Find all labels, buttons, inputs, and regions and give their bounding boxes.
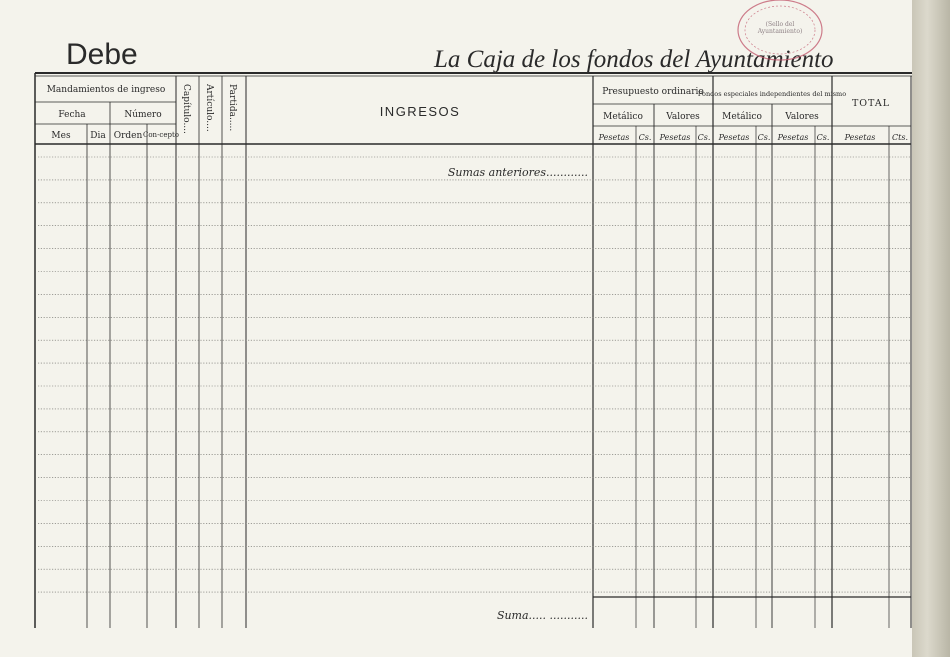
valores-2-label: Valores [785,112,819,122]
suma-label: Suma..... ........... [496,609,588,622]
presupuesto-label: Presupuesto ordinario [602,87,704,97]
caja-title: La Caja de los fondos del Ayuntamiento [434,46,834,73]
capitulo-label: Capítulo.... [181,84,191,134]
cs-2-label: Cs. [697,133,711,142]
ingresos-label: INGRESOS [379,104,461,119]
fecha-label: Fecha [58,110,86,120]
fondos-especiales-label: Fondos especiales independientes del mismo [697,90,847,98]
metalico-2-label: Metálico [722,112,762,122]
seal-label: (Sello del [765,21,795,28]
cs-4-label: Cs. [816,133,830,142]
seal-label-2: Ayuntamiento) [757,28,803,35]
debe-title: Debe [66,38,138,71]
pesetas-3-label: Pesetas [718,133,750,142]
mes-label: Mes [51,131,71,141]
row-ruling [38,157,910,592]
articulo-label: Artículo.... [204,84,214,132]
pesetas-4-label: Pesetas [777,133,809,142]
dia-label: Dia [90,131,106,141]
pesetas-5-label: Pesetas [844,133,876,142]
total-label: TOTAL [851,98,891,109]
cs-3-label: Cs. [757,133,771,142]
partida-label: Partida..... [227,84,237,132]
pesetas-1-label: Pesetas [598,133,630,142]
metalico-1-label: Metálico [603,112,643,122]
sumas-anteriores-label: Sumas anteriores............ [447,166,588,179]
valores-1-label: Valores [666,112,700,122]
mandamientos-label: Mandamientos de ingreso [46,85,166,95]
cts-label: Cts. [892,133,908,142]
orden-label: Orden [113,131,143,141]
cs-1-label: Cs. [638,133,652,142]
concepto-label: Con-cepto [142,131,180,139]
pesetas-2-label: Pesetas [659,133,691,142]
numero-label: Número [124,110,162,120]
